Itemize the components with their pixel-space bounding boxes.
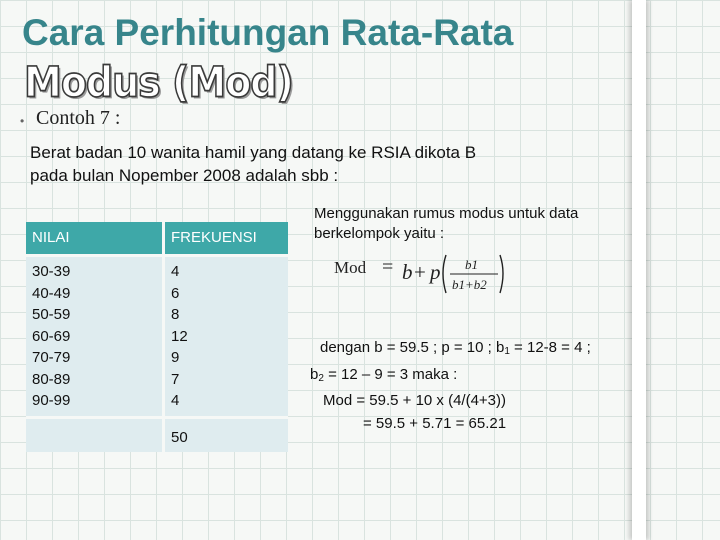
formula-intro bbox=[314, 204, 636, 244]
frekuensi-cell: 7 bbox=[171, 370, 180, 388]
formula-lhs: Mod bbox=[334, 258, 367, 277]
frequency-table bbox=[26, 222, 288, 452]
nilai-cell: 30-39 bbox=[32, 263, 71, 280]
nilai-cell: 60-69 bbox=[32, 327, 71, 345]
left-paren-icon bbox=[443, 255, 446, 293]
problem-line-2: pada bulan Nopember 2008 adalah sbb : bbox=[30, 166, 339, 185]
problem-line-1: Berat badan 10 wanita hamil yang datang ke RSIA dikota B bbox=[30, 143, 477, 162]
formula-intro-line-1: Menggunakan rumus modus untuk data bbox=[314, 205, 579, 222]
nilai-column bbox=[26, 256, 164, 418]
calc-line-1: dengan b = 59.5 ; p = 10 ; $b_1 = 12-8 = 4$ ; bbox=[320, 339, 591, 357]
bullet-icon: • bbox=[20, 114, 25, 128]
example-label: Contoh 7 : bbox=[36, 107, 121, 129]
nilai-cell: 70-79 bbox=[32, 349, 71, 366]
total-cell: 50 bbox=[164, 417, 289, 452]
total-label-cell bbox=[26, 417, 164, 452]
nilai-cell: 80-89 bbox=[32, 370, 71, 388]
header-frekuensi: FREKUENSI bbox=[164, 222, 289, 256]
formula-intro-line-2: berkelompok yaitu : bbox=[314, 225, 445, 242]
frekuensi-cell: 9 bbox=[171, 349, 180, 366]
calc-line-2: $b_2 = 12 - 9 = 3$ maka : bbox=[310, 365, 458, 384]
calc-line-3: Mod = 59.5 + 10 x (4/(4+3)) bbox=[323, 392, 507, 409]
frekuensi-cell: 4 bbox=[171, 392, 180, 409]
nilai-cell: 50-59 bbox=[32, 306, 71, 323]
slide-subtitle: Modus (Mod) bbox=[24, 58, 293, 107]
problem-statement bbox=[30, 141, 630, 187]
calculation-block bbox=[310, 337, 660, 435]
formula-plus: + bbox=[414, 260, 426, 284]
frekuensi-cell: 6 bbox=[171, 284, 180, 302]
formula-expression bbox=[400, 249, 510, 299]
calc-line-4: = 59.5 + 5.71 = 65.21 bbox=[363, 414, 507, 432]
formula-denominator: b1+b2 bbox=[452, 277, 487, 292]
frekuensi-cell: 4 bbox=[171, 263, 180, 280]
nilai-cell: 90-99 bbox=[32, 392, 71, 409]
formula-equals: = bbox=[382, 256, 394, 278]
header-nilai: NILAI bbox=[26, 222, 164, 256]
slide-title: Cara Perhitungan Rata-Rata bbox=[22, 12, 514, 53]
nilai-cell: 40-49 bbox=[32, 284, 71, 302]
formula-p: p bbox=[430, 260, 441, 284]
mode-formula bbox=[334, 249, 514, 299]
decorative-side-bar bbox=[632, 0, 646, 540]
formula-numerator: b1 bbox=[465, 257, 478, 272]
table-total-row bbox=[26, 417, 288, 452]
formula-b: b bbox=[402, 260, 413, 284]
table-row bbox=[26, 256, 288, 418]
frekuensi-column bbox=[164, 256, 289, 418]
right-paren-icon bbox=[500, 255, 503, 293]
frekuensi-cell: 8 bbox=[171, 306, 180, 323]
table-header-row bbox=[26, 222, 288, 256]
frekuensi-cell: 12 bbox=[171, 327, 188, 345]
